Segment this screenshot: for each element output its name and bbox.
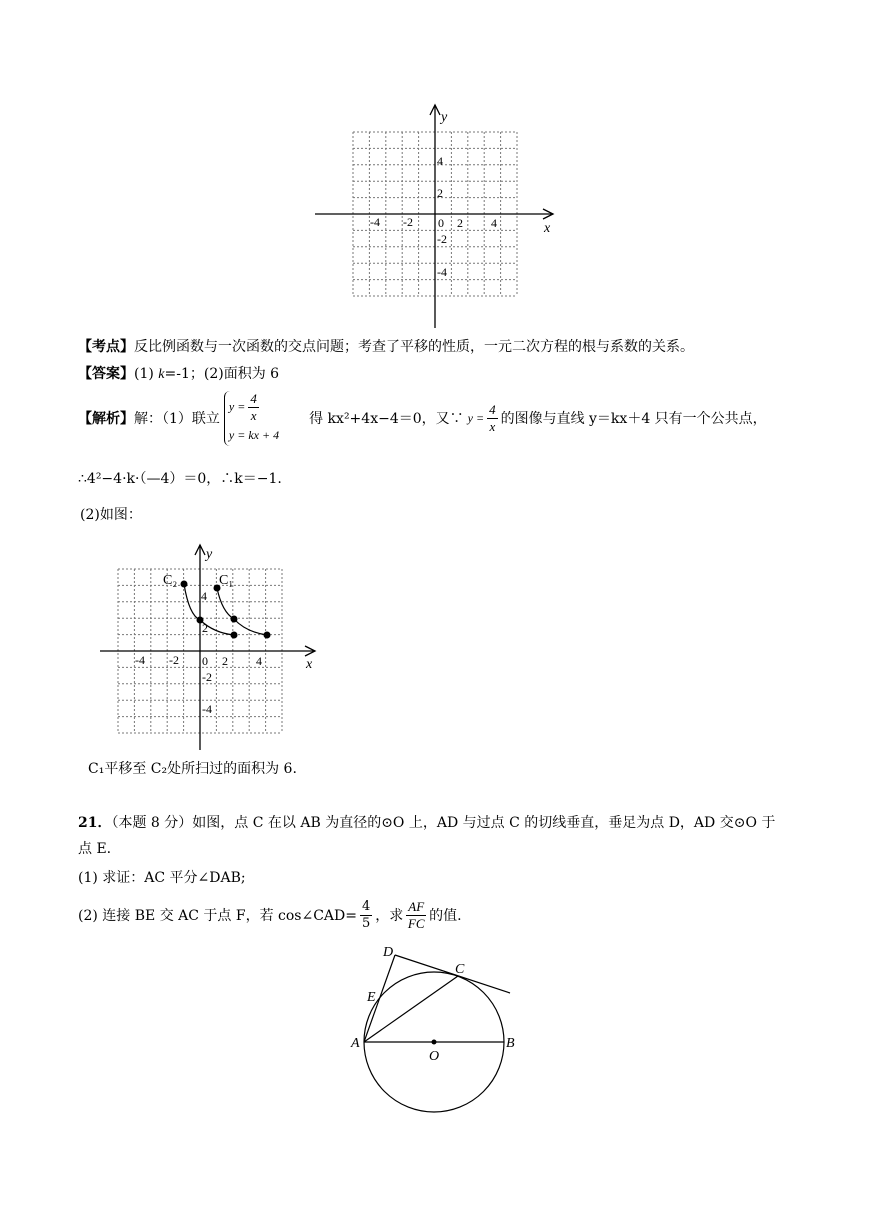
analysis-line-2: ∴4²−4·k·（—4）＝0，∴k＝−1. [78, 471, 282, 487]
graph-1-ytick-2: 2 [437, 186, 443, 200]
graph-2-y-label: y [206, 547, 213, 562]
kaodian-line [78, 337, 694, 357]
answer-tag: 【答案】 [78, 366, 134, 382]
system-frac: $\frac{4}{x}$ [250, 390, 257, 423]
graph-2-ytick-neg4: -4 [202, 702, 212, 716]
answer-line [78, 364, 279, 385]
graph-2-xtick-2: 2 [222, 654, 228, 668]
graph-1-ytick-neg2: -2 [437, 232, 447, 246]
graph-1-ytick-neg4: -4 [437, 265, 447, 279]
chord-ac [364, 976, 458, 1042]
curve-c2 [184, 584, 234, 635]
system-eq-2: y = kx + 4 [228, 427, 280, 442]
analysis-part2: (2)如图： [80, 507, 142, 523]
analysis-y-eq: y = [467, 410, 485, 425]
graph-1-ytick-4: 4 [437, 154, 443, 168]
label-a: A [351, 1036, 360, 1051]
graph-2-x-label: x [306, 657, 313, 672]
point-c1-end [264, 632, 271, 639]
circle-figure [340, 940, 520, 1120]
graph-2-xtick-neg4: -4 [135, 653, 145, 667]
conclusion: C₁平移至 C₂处所扫过的面积为 6. [88, 761, 297, 777]
q21-text-1: （本题 8 分）如图，点 C 在以 AB 为直径的⊙O 上，AD 与过点 C 的切线垂直，垂足为点 D，AD 交⊙O 于 [111, 815, 776, 831]
q21-line-2: 点 E. [78, 841, 112, 857]
point-c2-start [181, 581, 188, 588]
q21-line-1 [78, 813, 775, 833]
point-c1-mid [231, 616, 238, 623]
q21-af-fc-frac: $\frac{AF}{FC}$ [407, 898, 425, 931]
q21-sub2 [78, 895, 462, 935]
label-c1: C₁ [219, 573, 234, 588]
center-point [432, 1040, 437, 1045]
kaodian-text: 反比例函数与一次函数的交点问题；考查了平移的性质，一元二次方程的根与系数的关系。 [134, 339, 694, 355]
graph-2-ytick-4: 4 [201, 589, 207, 603]
label-b: B [506, 1036, 515, 1051]
graph-1-xtick-neg2: -2 [403, 215, 413, 229]
label-d: D [383, 945, 394, 960]
answer-part1: (1) [134, 366, 154, 382]
graph-2-xtick-4: 4 [256, 654, 262, 668]
analysis-tag: 【解析】 [78, 411, 134, 427]
label-c: C [455, 962, 465, 977]
graph-2-ytick-2: 2 [202, 621, 208, 635]
graph-1-x-label: x [544, 221, 551, 236]
tangent-line [395, 955, 510, 993]
graph-2 [95, 540, 325, 752]
analysis-mid: 得 kx²+4x−4＝0，又∵ [309, 411, 464, 427]
analysis-lead: 解：（1）联立 [134, 411, 220, 427]
system-eq-1: y = $\frac{4}{x}$ [228, 390, 257, 423]
graph-1-xtick-neg4: -4 [370, 215, 380, 229]
answer-k: k [158, 367, 165, 382]
graph-2-xtick-0: 0 [202, 654, 208, 668]
answer-part2: =-1；(2)面积为 6 [164, 366, 280, 382]
q21-sub2-a: (2) 连接 BE 交 AC 于点 F，若 cos∠CAD= [78, 908, 357, 924]
graph-1-y-label: y [441, 110, 448, 125]
kaodian-tag: 【考点】 [78, 339, 134, 355]
analysis-tail: 的图像与直线 y＝kx＋4 只有一个公共点， [500, 411, 767, 427]
graph-2-xtick-neg2: -2 [169, 653, 179, 667]
graph-1 [300, 100, 570, 335]
label-o: O [429, 1049, 440, 1064]
point-c2-end [231, 632, 238, 639]
curve-c1 [217, 588, 267, 635]
q21-sub2-c: 的值. [429, 908, 462, 924]
q21-number: 21． [78, 815, 112, 831]
equation-system [224, 391, 279, 446]
graph-1-xtick-0: 0 [438, 216, 444, 230]
analysis-line [78, 388, 767, 448]
q21-sub1: (1) 求证：AC 平分∠DAB; [78, 870, 246, 886]
graph-2-ytick-neg2: -2 [202, 670, 212, 684]
analysis-frac: $\frac{4}{x}$ [489, 401, 496, 434]
label-c2: C₂ [163, 573, 178, 588]
label-e: E [367, 990, 376, 1005]
q21-cos-frac: $\frac{4}{5}$ [362, 898, 371, 931]
point-c2-mid [197, 617, 204, 624]
graph-1-xtick-4: 4 [491, 216, 497, 230]
graph-1-xtick-2: 2 [457, 216, 463, 230]
q21-sub2-b: ，求 [375, 908, 404, 924]
